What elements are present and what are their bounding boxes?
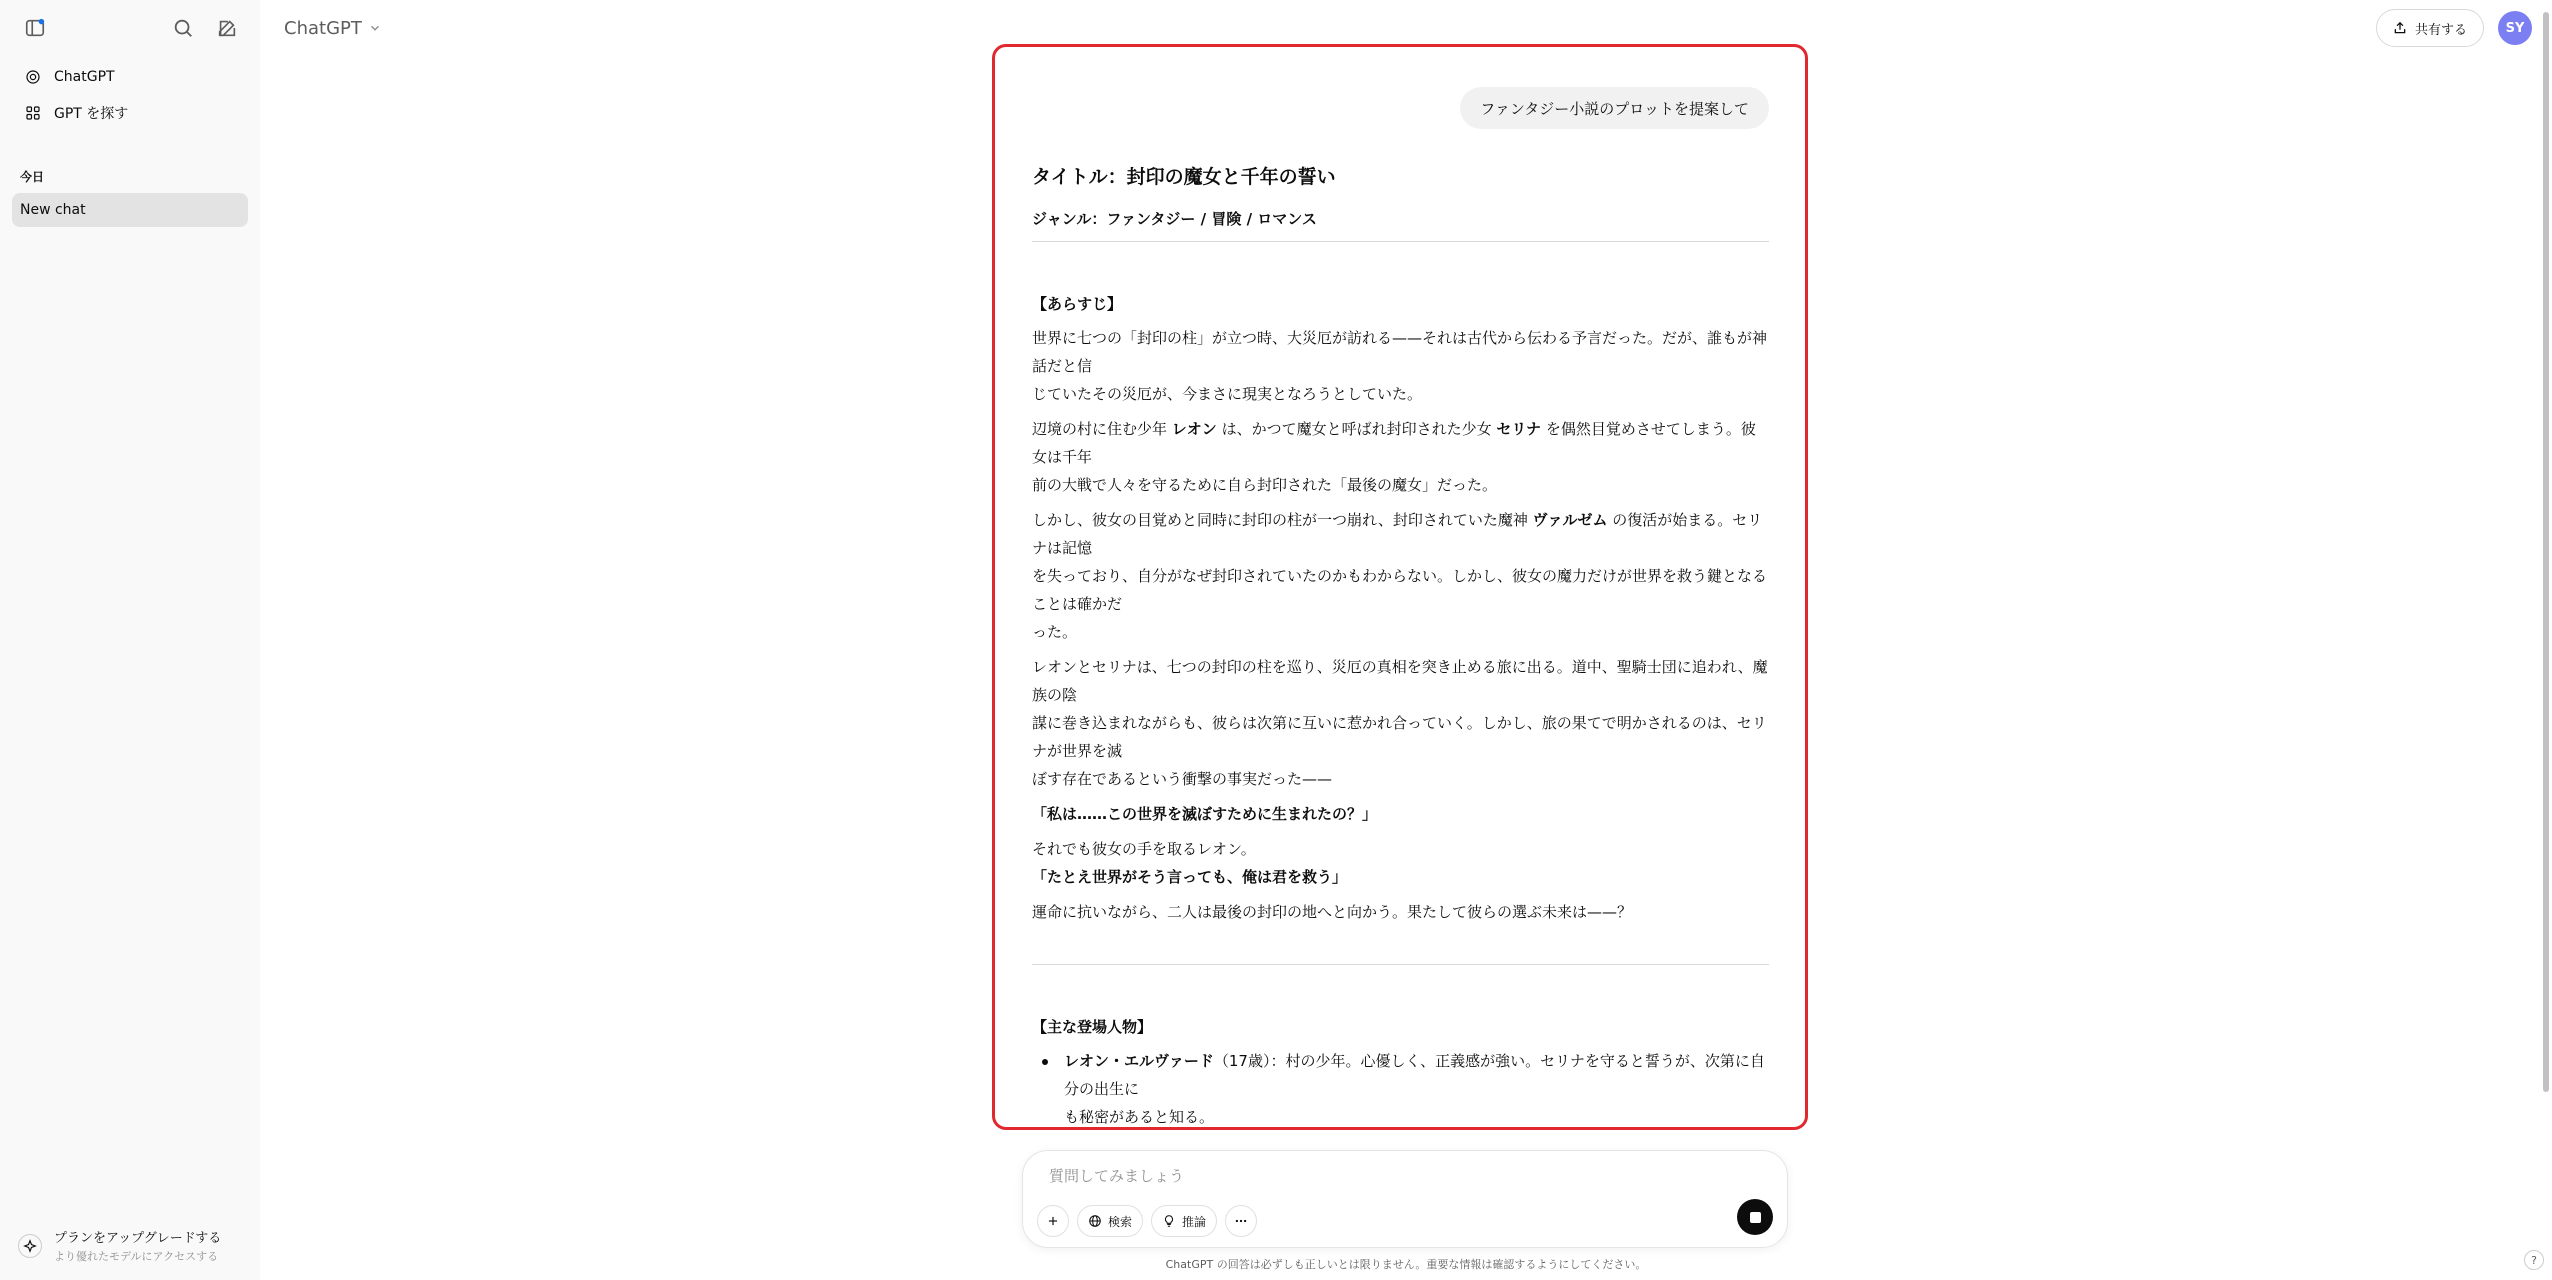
quote-line: 「たとえ世界がそう言っても、俺は君を救う」 bbox=[1032, 868, 1348, 886]
disclaimer: ChatGPT の回答は必ずしも正しいとは限りません。重要な情報は確認するようにしてください。 bbox=[1165, 1258, 1647, 1271]
more-tools-button[interactable] bbox=[1225, 1205, 1257, 1237]
search-tool-button[interactable] bbox=[1077, 1205, 1143, 1237]
upgrade-title: プランをアップグレードする bbox=[54, 1231, 222, 1246]
upgrade-icon-wrap bbox=[18, 1234, 42, 1258]
plot-genre: ジャンル：ファンタジー / 冒険 / ロマンス bbox=[1032, 210, 1317, 228]
help-button[interactable]: ? bbox=[2524, 1250, 2544, 1270]
search-chats-button[interactable] bbox=[168, 13, 198, 43]
divider bbox=[1032, 241, 1769, 242]
composer-tools bbox=[1037, 1205, 1257, 1237]
synopsis-paragraph: レオンとセリナは、七つの封印の柱を巡り、災厄の真相を突き止める旅に出る。道中、聖騎士団に追われ、魔族の陰 謀に巻き込まれながらも、彼らは次第に互いに惹かれ合っていく。しかし、旅の果てで明かされるのは、セリナが世界を滅 ぼす存在であるという衝撃の事実だった—— bbox=[1032, 658, 1768, 788]
model-label: ChatGPT bbox=[284, 17, 362, 39]
new-chat-button[interactable] bbox=[212, 13, 242, 43]
sidebar-item-label: GPT を探す bbox=[54, 106, 129, 122]
composer bbox=[1022, 1150, 1788, 1248]
sidebar-item-label: ChatGPT bbox=[54, 69, 115, 85]
upgrade-plan-button[interactable] bbox=[18, 1227, 221, 1264]
share-label: 共有する bbox=[2414, 22, 2467, 38]
divider bbox=[1032, 964, 1769, 965]
globe-icon bbox=[1088, 1214, 1102, 1228]
stop-generating-button[interactable] bbox=[1737, 1199, 1773, 1235]
synopsis-paragraph: 辺境の村に住む少年 レオン は、かつて魔女と呼ばれ封印された少女 セリナ を偶然目覚めさせてしまう。彼女は千年 前の大戦で人々を守るために自ら封印された「最後の魔女」だった。 bbox=[1032, 420, 1756, 494]
reason-tool-button[interactable] bbox=[1151, 1205, 1217, 1237]
scrollbar-thumb[interactable] bbox=[2543, 12, 2549, 1092]
chat-history-item[interactable]: New chat bbox=[12, 193, 248, 227]
tool-label: 推論 bbox=[1182, 1214, 1207, 1229]
user-message: ファンタジー小説のプロットを提案して bbox=[1460, 87, 1769, 129]
sidebar-item-explore-gpts[interactable] bbox=[12, 96, 248, 130]
more-icon bbox=[1234, 1214, 1248, 1228]
edit-icon bbox=[216, 17, 238, 39]
sparkle-icon bbox=[23, 1239, 37, 1253]
share-icon bbox=[2393, 21, 2407, 35]
synopsis-paragraph: 運命に抗いながら、二人は最後の封印の地へと向かう。果たして彼らの選ぶ未来は——？ bbox=[1032, 903, 1633, 921]
search-icon bbox=[172, 17, 194, 39]
quote-line: 「私は……この世界を滅ぼすために生まれたの？」 bbox=[1032, 805, 1378, 823]
synopsis-heading: 【あらすじ】 bbox=[1032, 295, 1123, 313]
synopsis-paragraph: 世界に七つの「封印の柱」が立つ時、大災厄が訪れる——それは古代から伝わる予言だった。だが、誰もが神話だと信 じていたその災厄が、今まさに現実となろうとしていた。 bbox=[1032, 329, 1768, 403]
grid-icon bbox=[24, 104, 42, 122]
sidebar-toggle-button[interactable] bbox=[20, 13, 50, 43]
sidebar-toggle-icon bbox=[24, 17, 46, 39]
prompt-input[interactable]: 質問してみましょう bbox=[1049, 1167, 1185, 1185]
chatgpt-logo-icon bbox=[24, 68, 42, 86]
sidebar-top bbox=[0, 0, 260, 56]
sidebar bbox=[0, 0, 260, 1280]
characters-heading: 【主な登場人物】 bbox=[1032, 1018, 1153, 1036]
sidebar-item-chatgpt[interactable] bbox=[12, 60, 248, 94]
synopsis-paragraph: それでも彼女の手を取るレオン。 bbox=[1032, 840, 1256, 858]
avatar[interactable]: SY bbox=[2498, 11, 2532, 45]
chevron-down-icon bbox=[368, 21, 382, 35]
sidebar-nav bbox=[0, 56, 260, 136]
model-selector[interactable] bbox=[284, 18, 382, 39]
synopsis-paragraph: しかし、彼女の目覚めと同時に封印の柱が一つ崩れ、封印されていた魔神 ヴァルゼム の復活が始まる。セリナは記憶 を失っており、自分がなぜ封印されていたのかもわからない。しかし、彼女の魔力だけが世界を救う鍵となることは確かだ った。 bbox=[1032, 511, 1768, 641]
character-item: レオン・エルヴァード（17歳）：村の少年。心優しく、正義感が強い。セリナを守ると誓うが、次第に自分の出生に も秘密があると知る。 bbox=[1032, 1047, 1769, 1130]
section-label-today: 今日 bbox=[20, 170, 45, 184]
main-area bbox=[260, 0, 2552, 1280]
plot-title: タイトル：封印の魔女と千年の誓い bbox=[1032, 166, 1336, 188]
upgrade-subtitle: より優れたモデルにアクセスする bbox=[54, 1250, 219, 1263]
lightbulb-icon bbox=[1162, 1214, 1176, 1228]
scrollbar[interactable] bbox=[2538, 0, 2552, 1280]
stop-icon bbox=[1750, 1212, 1761, 1223]
tool-label: 検索 bbox=[1108, 1214, 1133, 1229]
share-button[interactable] bbox=[2376, 9, 2484, 47]
attach-button[interactable] bbox=[1037, 1205, 1069, 1237]
assistant-message bbox=[1032, 163, 1769, 1130]
characters-list bbox=[1032, 1047, 1769, 1130]
conversation-panel bbox=[992, 44, 1808, 1130]
plus-icon bbox=[1046, 1214, 1060, 1228]
